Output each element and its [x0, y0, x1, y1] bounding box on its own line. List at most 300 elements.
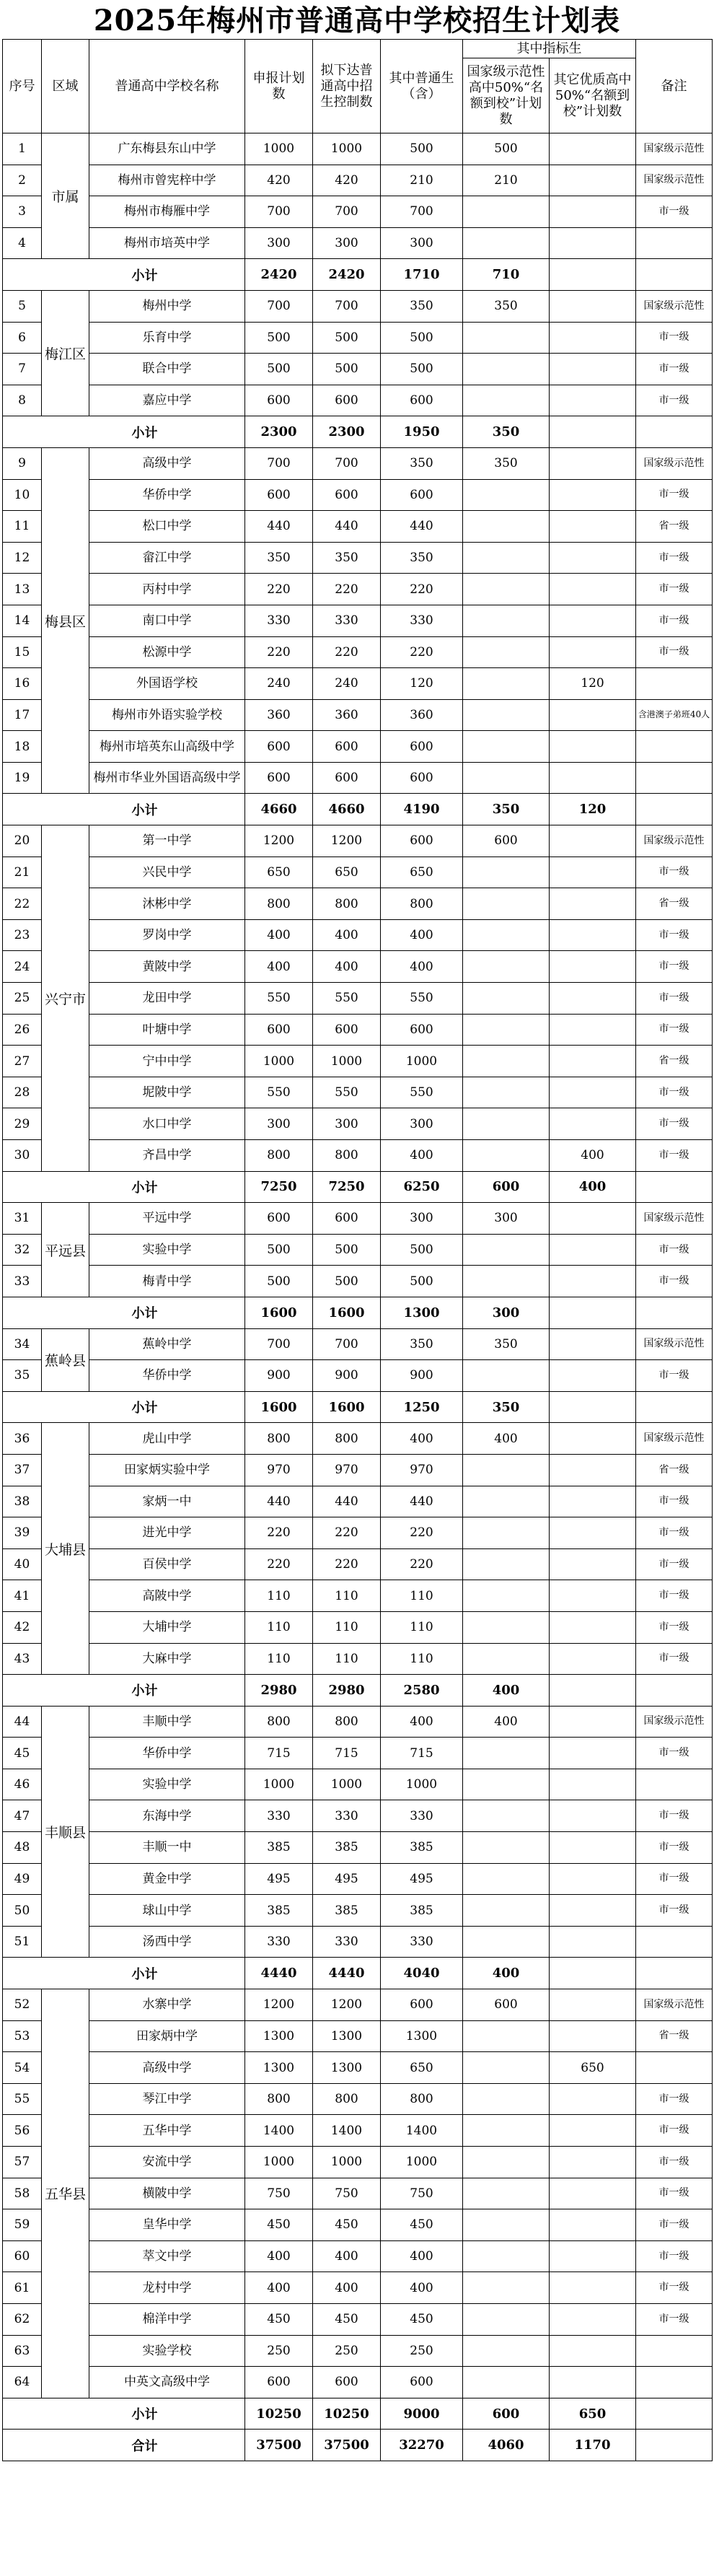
national-quota: 400: [463, 1423, 550, 1455]
school-name: 田家炳实验中学: [89, 1454, 245, 1486]
row-number: 38: [3, 1486, 42, 1517]
general-count: 500: [381, 1266, 463, 1297]
approved-count: 750: [313, 2178, 381, 2209]
region-cell: 梅江区: [42, 290, 89, 416]
declared-count: 220: [245, 1517, 313, 1549]
table-row: [3, 574, 713, 605]
general-count: 220: [381, 574, 463, 605]
general-count: 650: [381, 857, 463, 888]
subtotal-national: 600: [463, 2398, 550, 2430]
remark: 国家级示范性: [636, 1423, 713, 1455]
national-quota: [463, 2303, 550, 2335]
general-count: 1400: [381, 2115, 463, 2147]
subtotal-national: 400: [463, 1958, 550, 1989]
general-count: 400: [381, 2272, 463, 2304]
other-quota: [550, 2115, 636, 2147]
header-region: 区域: [42, 40, 89, 133]
school-name: 松口中学: [89, 511, 245, 543]
remark: 国家级示范性: [636, 1328, 713, 1360]
remark: 市一级: [636, 2240, 713, 2272]
row-number: 33: [3, 1266, 42, 1297]
approved-count: 440: [313, 511, 381, 543]
subtotal-row: [3, 1171, 713, 1203]
table-row: [3, 1046, 713, 1077]
row-number: 11: [3, 511, 42, 543]
general-count: 250: [381, 2335, 463, 2367]
declared-count: 220: [245, 574, 313, 605]
row-number: 48: [3, 1832, 42, 1864]
table-row: [3, 1989, 713, 2021]
national-quota: [463, 1863, 550, 1895]
declared-count: 330: [245, 1926, 313, 1958]
subtotal-row: [3, 1297, 713, 1328]
table-row: [3, 762, 713, 794]
other-quota: [550, 2303, 636, 2335]
national-quota: [463, 2178, 550, 2209]
other-quota: [550, 1486, 636, 1517]
declared-count: 800: [245, 1423, 313, 1455]
remark: [636, 1769, 713, 1800]
row-number: 9: [3, 447, 42, 479]
declared-count: 220: [245, 1548, 313, 1580]
header-declared: 申报计划数: [245, 40, 313, 133]
table-row: [3, 322, 713, 354]
table-row: [3, 2272, 713, 2304]
school-name: 丰顺一中: [89, 1832, 245, 1864]
region-cell: 蕉岭县: [42, 1328, 89, 1391]
row-number: 32: [3, 1234, 42, 1266]
remark: 市一级: [636, 636, 713, 668]
row-number: 60: [3, 2240, 42, 2272]
national-quota: 600: [463, 1989, 550, 2021]
approved-count: 700: [313, 1328, 381, 1360]
declared-count: 700: [245, 447, 313, 479]
school-name: 球山中学: [89, 1895, 245, 1927]
table-row: [3, 983, 713, 1015]
subtotal-national: 400: [463, 1675, 550, 1707]
region-cell: 五华县: [42, 1989, 89, 2398]
school-name: 五华中学: [89, 2115, 245, 2147]
national-quota: [463, 196, 550, 228]
table-row: [3, 2147, 713, 2178]
subtotal-approved: 2300: [313, 416, 381, 448]
table-row: [3, 1832, 713, 1864]
table-row: [3, 699, 713, 731]
remark: 市一级: [636, 479, 713, 511]
subtotal-declared: 2980: [245, 1675, 313, 1707]
header-remark: 备注: [636, 40, 713, 133]
row-number: 39: [3, 1517, 42, 1549]
national-quota: 600: [463, 825, 550, 857]
remark: 市一级: [636, 983, 713, 1015]
school-name: 畲江中学: [89, 542, 245, 574]
remark: 市一级: [636, 2115, 713, 2147]
general-count: 900: [381, 1360, 463, 1392]
school-name: 横陂中学: [89, 2178, 245, 2209]
remark: 市一级: [636, 1580, 713, 1612]
row-number: 42: [3, 1611, 42, 1643]
declared-count: 1300: [245, 2052, 313, 2084]
region-cell: 兴宁市: [42, 825, 89, 1172]
approved-count: 1200: [313, 1989, 381, 2021]
remark: 市一级: [636, 1895, 713, 1927]
national-quota: 500: [463, 133, 550, 165]
other-quota: [550, 1046, 636, 1077]
table-row: [3, 1360, 713, 1392]
table-row: [3, 196, 713, 228]
subtotal-general: 1300: [381, 1297, 463, 1328]
row-number: 14: [3, 605, 42, 636]
row-number: 44: [3, 1706, 42, 1738]
subtotal-other: [550, 1958, 636, 1989]
table-row: [3, 479, 713, 511]
school-name: 百侯中学: [89, 1548, 245, 1580]
row-number: 58: [3, 2178, 42, 2209]
declared-count: 220: [245, 636, 313, 668]
approved-count: 700: [313, 447, 381, 479]
subtotal-other: [550, 1675, 636, 1707]
national-quota: [463, 1360, 550, 1392]
subtotal-declared: 2420: [245, 259, 313, 291]
other-quota: [550, 1611, 636, 1643]
table-row: [3, 1517, 713, 1549]
declared-count: 550: [245, 983, 313, 1015]
row-number: 2: [3, 165, 42, 196]
national-quota: [463, 1486, 550, 1517]
general-count: 440: [381, 1486, 463, 1517]
approved-count: 400: [313, 2240, 381, 2272]
school-name: 梅州市外语实验学校: [89, 699, 245, 731]
row-number: 51: [3, 1926, 42, 1958]
subtotal-other: 650: [550, 2398, 636, 2430]
remark: 市一级: [636, 1832, 713, 1864]
approved-count: 1000: [313, 1046, 381, 1077]
remark: [636, 762, 713, 794]
general-count: 600: [381, 762, 463, 794]
table-row: [3, 447, 713, 479]
remark: 市一级: [636, 1643, 713, 1675]
national-quota: [463, 605, 550, 636]
table-row: [3, 385, 713, 416]
other-quota: [550, 2083, 636, 2115]
row-number: 13: [3, 574, 42, 605]
remark: 市一级: [636, 2209, 713, 2241]
table-row: [3, 2083, 713, 2115]
general-count: 450: [381, 2303, 463, 2335]
other-quota: [550, 1738, 636, 1769]
other-quota: [550, 322, 636, 354]
other-quota: [550, 2240, 636, 2272]
row-number: 16: [3, 668, 42, 700]
table-row: [3, 165, 713, 196]
remark: 市一级: [636, 1077, 713, 1108]
table-row: [3, 1769, 713, 1800]
remark: 市一级: [636, 1266, 713, 1297]
school-name: 梅州市华业外国语高级中学: [89, 762, 245, 794]
school-name: 沐彬中学: [89, 888, 245, 920]
school-name: 棉洋中学: [89, 2303, 245, 2335]
subtotal-approved: 1600: [313, 1391, 381, 1423]
approved-count: 600: [313, 479, 381, 511]
declared-count: 350: [245, 542, 313, 574]
other-quota: [550, 2178, 636, 2209]
general-count: 500: [381, 354, 463, 385]
national-quota: [463, 857, 550, 888]
national-quota: [463, 1266, 550, 1297]
subtotal-national: 710: [463, 259, 550, 291]
approved-count: 550: [313, 983, 381, 1015]
approved-count: 600: [313, 2367, 381, 2398]
region-cell: 市属: [42, 133, 89, 259]
approved-count: 420: [313, 165, 381, 196]
other-quota: [550, 1234, 636, 1266]
approved-count: 495: [313, 1863, 381, 1895]
school-name: 中英文高级中学: [89, 2367, 245, 2398]
approved-count: 600: [313, 731, 381, 763]
remark: 市一级: [636, 574, 713, 605]
row-number: 20: [3, 825, 42, 857]
national-quota: [463, 731, 550, 763]
national-quota: [463, 2115, 550, 2147]
table-row: [3, 1863, 713, 1895]
school-name: 虎山中学: [89, 1423, 245, 1455]
subtotal-remark: [636, 794, 713, 825]
general-count: 110: [381, 1611, 463, 1643]
table-row: [3, 1014, 713, 1046]
school-name: 外国语学校: [89, 668, 245, 700]
subtotal-approved: 4660: [313, 794, 381, 825]
subtotal-national: 350: [463, 794, 550, 825]
general-count: 500: [381, 1234, 463, 1266]
row-number: 47: [3, 1800, 42, 1832]
table-row: [3, 951, 713, 983]
school-name: 实验学校: [89, 2335, 245, 2367]
declared-count: 970: [245, 1454, 313, 1486]
approved-count: 800: [313, 2083, 381, 2115]
subtotal-general: 9000: [381, 2398, 463, 2430]
national-quota: [463, 2240, 550, 2272]
general-count: 500: [381, 133, 463, 165]
national-quota: [463, 2147, 550, 2178]
other-quota: [550, 1328, 636, 1360]
school-name: 坭陂中学: [89, 1077, 245, 1108]
general-count: 350: [381, 1328, 463, 1360]
national-quota: 210: [463, 165, 550, 196]
school-name: 萃文中学: [89, 2240, 245, 2272]
region-cell: 大埔县: [42, 1423, 89, 1675]
declared-count: 700: [245, 1328, 313, 1360]
school-name: 梅州中学: [89, 290, 245, 322]
declared-count: 500: [245, 1266, 313, 1297]
declared-count: 110: [245, 1611, 313, 1643]
national-quota: [463, 1769, 550, 1800]
declared-count: 420: [245, 165, 313, 196]
other-quota: [550, 574, 636, 605]
school-name: 琴江中学: [89, 2083, 245, 2115]
general-count: 800: [381, 2083, 463, 2115]
subtotal-row: [3, 794, 713, 825]
other-quota: [550, 636, 636, 668]
subtotal-other: [550, 416, 636, 448]
approved-count: 500: [313, 1266, 381, 1297]
subtotal-declared: 10250: [245, 2398, 313, 2430]
subtotal-general: 1250: [381, 1391, 463, 1423]
total-remark: [636, 2430, 713, 2461]
approved-count: 220: [313, 636, 381, 668]
other-quota: [550, 1706, 636, 1738]
row-number: 31: [3, 1203, 42, 1235]
row-number: 30: [3, 1140, 42, 1172]
row-number: 56: [3, 2115, 42, 2147]
subtotal-approved: 7250: [313, 1171, 381, 1203]
other-quota: [550, 479, 636, 511]
subtotal-general: 6250: [381, 1171, 463, 1203]
header-school: 普通高中学校名称: [89, 40, 245, 133]
other-quota: [550, 857, 636, 888]
approved-count: 1000: [313, 133, 381, 165]
table-row: [3, 731, 713, 763]
other-quota: [550, 542, 636, 574]
total-declared: 37500: [245, 2430, 313, 2461]
subtotal-general: 4040: [381, 1958, 463, 1989]
remark: 省一级: [636, 1454, 713, 1486]
remark: 市一级: [636, 1108, 713, 1140]
total-approved: 37500: [313, 2430, 381, 2461]
table-row: [3, 1234, 713, 1266]
subtotal-label: 小计: [3, 1958, 245, 1989]
subtotal-label: 小计: [3, 2398, 245, 2430]
national-quota: [463, 888, 550, 920]
row-number: 43: [3, 1643, 42, 1675]
remark: 市一级: [636, 2083, 713, 2115]
general-count: 400: [381, 919, 463, 951]
general-count: 330: [381, 1926, 463, 1958]
school-name: 南口中学: [89, 605, 245, 636]
table-row: [3, 2178, 713, 2209]
other-quota: [550, 731, 636, 763]
general-count: 650: [381, 2052, 463, 2084]
row-number: 41: [3, 1580, 42, 1612]
table-row: [3, 1140, 713, 1172]
row-number: 21: [3, 857, 42, 888]
approved-count: 600: [313, 385, 381, 416]
declared-count: 600: [245, 2367, 313, 2398]
approved-count: 110: [313, 1643, 381, 1675]
school-name: 第一中学: [89, 825, 245, 857]
table-row: [3, 1328, 713, 1360]
school-name: 松源中学: [89, 636, 245, 668]
declared-count: 400: [245, 2272, 313, 2304]
declared-count: 800: [245, 1706, 313, 1738]
declared-count: 715: [245, 1738, 313, 1769]
row-number: 49: [3, 1863, 42, 1895]
general-count: 385: [381, 1832, 463, 1864]
other-quota: [550, 196, 636, 228]
subtotal-remark: [636, 416, 713, 448]
table-row: [3, 1266, 713, 1297]
national-quota: [463, 2335, 550, 2367]
general-count: 450: [381, 2209, 463, 2241]
row-number: 53: [3, 2020, 42, 2052]
other-quota: [550, 1454, 636, 1486]
row-number: 46: [3, 1769, 42, 1800]
declared-count: 800: [245, 1140, 313, 1172]
other-quota: [550, 951, 636, 983]
other-quota: [550, 2020, 636, 2052]
remark: 市一级: [636, 1863, 713, 1895]
national-quota: [463, 2020, 550, 2052]
row-number: 3: [3, 196, 42, 228]
declared-count: 600: [245, 1014, 313, 1046]
remark: 市一级: [636, 919, 713, 951]
national-quota: [463, 2052, 550, 2084]
subtotal-label: 小计: [3, 1675, 245, 1707]
row-number: 63: [3, 2335, 42, 2367]
row-number: 35: [3, 1360, 42, 1392]
school-name: 田家炳中学: [89, 2020, 245, 2052]
general-count: 300: [381, 227, 463, 259]
subtotal-declared: 7250: [245, 1171, 313, 1203]
general-count: 350: [381, 290, 463, 322]
approved-count: 110: [313, 1611, 381, 1643]
national-quota: [463, 983, 550, 1015]
table-row: [3, 2052, 713, 2084]
national-quota: [463, 574, 550, 605]
remark: 国家级示范性: [636, 1706, 713, 1738]
table-row: [3, 2020, 713, 2052]
other-quota: [550, 227, 636, 259]
school-name: 嘉应中学: [89, 385, 245, 416]
other-quota: [550, 1863, 636, 1895]
subtotal-row: [3, 1958, 713, 1989]
approved-count: 700: [313, 290, 381, 322]
approved-count: 450: [313, 2303, 381, 2335]
remark: 市一级: [636, 354, 713, 385]
remark: 市一级: [636, 2272, 713, 2304]
subtotal-other: [550, 259, 636, 291]
declared-count: 800: [245, 888, 313, 920]
general-count: 550: [381, 983, 463, 1015]
table-row: [3, 857, 713, 888]
school-name: 进光中学: [89, 1517, 245, 1549]
subtotal-approved: 2420: [313, 259, 381, 291]
general-count: 440: [381, 511, 463, 543]
remark: 市一级: [636, 1611, 713, 1643]
national-quota: [463, 1077, 550, 1108]
declared-count: 1000: [245, 133, 313, 165]
national-quota: [463, 668, 550, 700]
row-number: 28: [3, 1077, 42, 1108]
national-quota: [463, 1046, 550, 1077]
other-quota: [550, 1360, 636, 1392]
table-row: [3, 1548, 713, 1580]
subtotal-national: 350: [463, 416, 550, 448]
national-quota: [463, 322, 550, 354]
declared-count: 1400: [245, 2115, 313, 2147]
table-row: [3, 2209, 713, 2241]
row-number: 26: [3, 1014, 42, 1046]
subtotal-label: 小计: [3, 416, 245, 448]
general-count: 1300: [381, 2020, 463, 2052]
declared-count: 750: [245, 2178, 313, 2209]
subtotal-remark: [636, 1171, 713, 1203]
national-quota: [463, 1643, 550, 1675]
subtotal-other: [550, 1391, 636, 1423]
national-quota: [463, 636, 550, 668]
total-general: 32270: [381, 2430, 463, 2461]
subtotal-general: 4190: [381, 794, 463, 825]
national-quota: [463, 1738, 550, 1769]
